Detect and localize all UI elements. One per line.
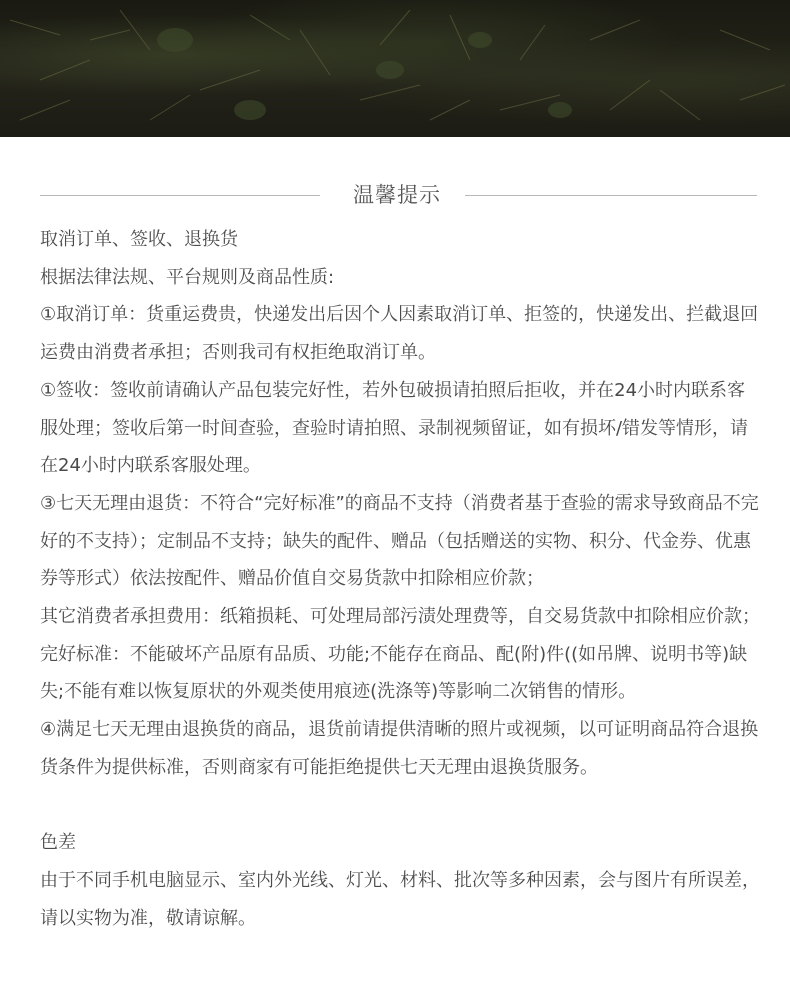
divider-right (465, 195, 757, 196)
paragraph-cancel-order: ①取消订单：货重运费贵，快递发出后因个人因素取消订单、拒签的，快递发出、拦截退回运费由消费者承担；否则我司有权拒绝取消订单。 (40, 304, 759, 364)
section-header (40, 178, 757, 212)
paragraph-intact-standard: 完好标准：不能破坏产品原有品质、功能;不能存在商品、配(附)件((如吊牌、说明书等)缺失;不能有难以恢复原状的外观类使用痕迹(洗涤等)等影响二次销售的情形。 (40, 643, 748, 703)
paragraph-legal-basis: 根据法律法规、平台规则及商品性质: (40, 266, 335, 288)
paragraph-color-difference: 由于不同手机电脑显示、室内外光线、灯光、材料、批次等多种因素，会与图片有所误差，请以实物为准，敬请谅解。 (40, 869, 760, 929)
header-banner-image (0, 0, 790, 137)
divider-left (40, 195, 320, 196)
paragraph-sign-for: ①签收：签收前请确认产品包装完好性，若外包破损请拍照后拒收，并在24小时内联系客服处理；签收后第一时间查验，查验时请拍照、录制视频留证，如有损坏/错发等情形，请在24小时内联系客服处理。 (40, 379, 749, 477)
paragraph-seven-day-return: ③七天无理由退货：不符合“完好标准”的商品不支持（消费者基于查验的需求导致商品不完好的不支持）；定制品不支持；缺失的配件、赠品（包括赠送的实物、积分、代金券、优惠券等形式）依法按配件、赠品价值自交易货款中扣除相应价款； (40, 492, 759, 590)
paragraph-return-evidence: ④满足七天无理由退换货的商品，退货前请提供清晰的照片或视频，以可证明商品符合退换货条件为提供标准，否则商家有可能拒绝提供七天无理由退换货服务。 (40, 719, 759, 778)
section-heading-return-policy: 取消订单、签收、退换货 (40, 229, 238, 250)
notice-body (40, 221, 762, 937)
page-title: 温馨提示 (353, 183, 441, 207)
section-spacer (40, 787, 762, 825)
paragraph-other-fees: 其它消费者承担费用：纸箱损耗、可处理局部污渍处理费等，自交易货款中扣除相应价款； (40, 606, 760, 628)
grass-texture (0, 0, 790, 137)
section-heading-color-difference: 色差 (40, 832, 76, 854)
